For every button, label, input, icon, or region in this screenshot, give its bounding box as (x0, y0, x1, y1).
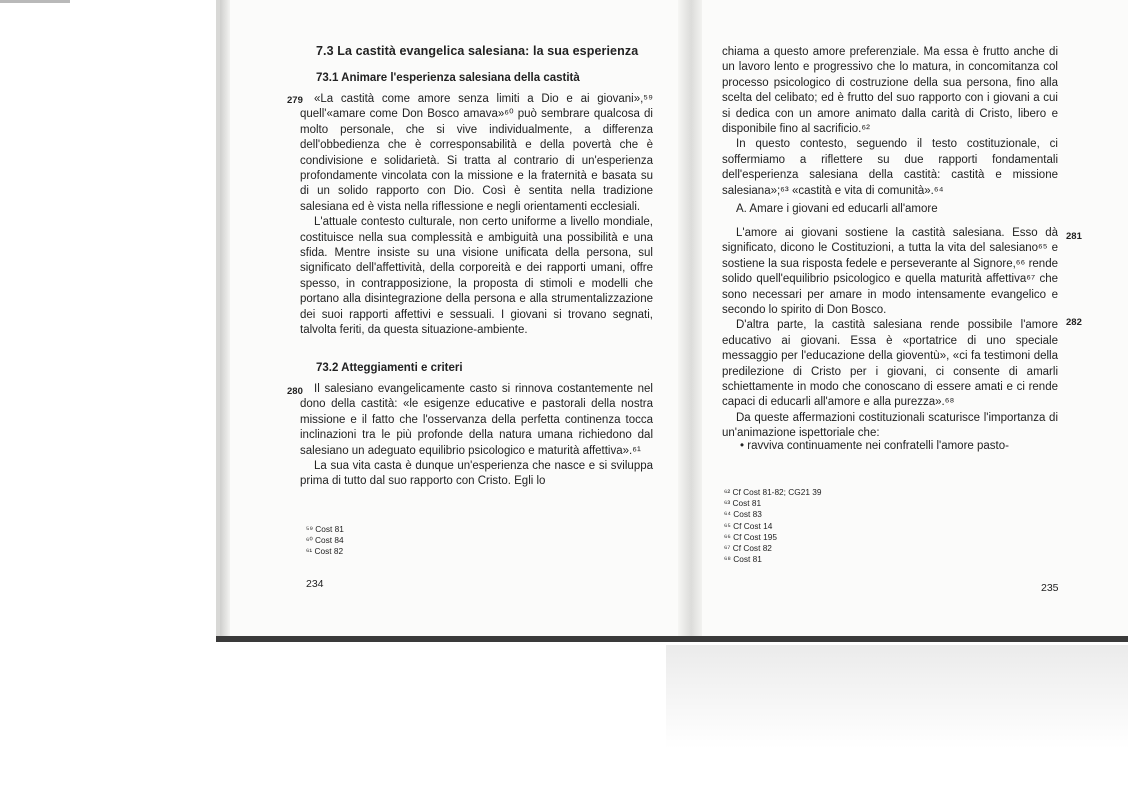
paragraph-affermazioni: Da queste affermazioni costituzionali scaturisce l'importanza di un'animazione ispettoriale che: (722, 411, 1058, 440)
margin-number-279: 279 (287, 95, 303, 106)
margin-number-282: 282 (1066, 317, 1082, 328)
margin-number-281: 281 (1066, 231, 1082, 242)
footnote: ⁶² Cf Cost 81-82; CG21 39 (724, 487, 822, 497)
paragraph-castita: «La castità come amore senza limiti a Dio e ai giovani»,⁵⁹ quell'«amare come Don Bosco amava»⁶⁰ può sembrare qualcosa di molto personale, che si vive individualmente, a differenza dell'obbedienza che è corresponsabilità e della povertà che è condivisione e solidarietà. Si tratta al contrario di un'esperienza profondamente vincolata con la missione e la fraternità e basata su di un solido rapporto con Dio. Così è sentita nella tradizione salesiana ed è vista nella riflessione e negli orientamenti ecclesiali. (300, 93, 653, 213)
scan-shadow-below (666, 645, 1128, 793)
page-number-right: 235 (1041, 582, 1059, 594)
paragraph-vita-casta: La sua vita casta è dunque un'esperienza che nasce e si sviluppa prima di tutto dal suo rapporto con Cristo. Egli lo (300, 460, 653, 488)
subheading-animare: 73.1 Animare l'esperienza salesiana della castità (316, 72, 580, 84)
subsection-heading-a: A. Amare i giovani ed educarli all'amore (736, 203, 938, 215)
paragraph-chiama: chiama a questo amore preferenziale. Ma essa è frutto anche di un lavoro lento e progressivo che lo matura, in concomitanza col processo psicologico di costruzione della sua persona, fino alla scelta del celibato; ed è frutto del suo rapporto con i giovani a cui si dedica con un amore animato dalla carità di Cristo, libero e disponibile fino al sacrificio.⁶² (722, 46, 1058, 136)
footnote: ⁵⁹ Cost 81 (306, 524, 344, 534)
right-text-block-2 (722, 226, 1058, 442)
left-footnotes (306, 524, 344, 558)
right-text-block-1 (722, 45, 1058, 199)
subheading-atteggiamenti: 73.2 Atteggiamenti e criteri (316, 362, 463, 374)
scan-edge-shadow (0, 0, 70, 3)
bullet-text: ravviva continuamente nei confratelli l'amore pasto- (747, 440, 1009, 452)
footnote: ⁶⁸ Cost 81 (724, 554, 762, 565)
margin-number-280: 280 (287, 386, 303, 397)
footnote: ⁶³ Cost 81 (724, 498, 762, 509)
page-number-left: 234 (306, 578, 324, 590)
book-gutter (678, 0, 702, 640)
page-bottom-edge (216, 636, 1128, 642)
left-text-block-1 (300, 92, 653, 339)
bullet-list-item (740, 440, 1009, 452)
footnote: ⁶⁵ Cf Cost 14 (724, 520, 773, 531)
right-footnotes (724, 487, 822, 565)
paragraph-contesto-costituzionale: In questo contesto, seguendo il testo costituzionale, ci soffermiamo a riflettere su due rapporti fondamentali dell'esperienza salesiana della castità: castità e missione salesiana»;⁶³ «castità e vita di comunità».⁶⁴ (722, 138, 1058, 197)
footnote: ⁶⁶ Cf Cost 195 (724, 531, 777, 542)
footnote: ⁶⁴ Cost 83 (724, 509, 762, 520)
paragraph-amore-giovani: L'amore ai giovani sostiene la castità salesiana. Esso dà significato, dicono le Costituzioni, a tutta la vita del salesiano⁶⁵ e sostiene la sua risposta fedele e perseverante al Signore,⁶⁶ rende solido quell'equilibrio psicologico e quella maturità affettiva⁶⁷ che sono necessari per amare in modo intensamente evangelico e secondo lo spirito di Don Bosco. (722, 227, 1058, 317)
paragraph-rinnova: Il salesiano evangelicamente casto si rinnova costantemente nel dono della castità: «le esigenze educative e pastorali della nostra missione e il fatto che l'osservanza della perfetta continenza tocca inclinazioni tra le più profonde della natura umana richiedono dal salesiano un adeguato equilibrio psicologico e maturità affettiva».⁶¹ (300, 383, 653, 457)
left-text-block-2 (300, 382, 653, 490)
bullet-icon: • (740, 440, 748, 452)
paragraph-contesto: L'attuale contesto culturale, non certo uniforme a livello mondiale, costituisce nella sua complessità e ambiguità una possibilità e una sfida. Mentre insiste su una visione unificata della persona, sul significato dell'affettività, della corporeità e dei rapporti umani, offre spesso, in contrapposizione, la proposta di stimoli e modelli che portano alla disintegrazione della persona e alla strumentalizzazione dei suoi rapporti affettivi e sessuali. I giovani si trovano segnati, talvolta feriti, da questa situazione-ambiente. (300, 216, 653, 337)
footnote: ⁶⁷ Cf Cost 82 (724, 543, 772, 554)
footnote: ⁶¹ Cost 82 (306, 546, 344, 557)
section-heading: 7.3 La castità evangelica salesiana: la sua esperienza (316, 44, 639, 58)
paragraph-altra-parte: D'altra parte, la castità salesiana rende possibile l'amore educativo ai giovani. Essa è «portatrice di uno speciale messaggio per l'educazione della gioventù», «ci fa testimoni della predilezione di Cristo per i giovani, ci consente di amarli schiettamente in modo che conoscano di essere amati e ci rende capaci di educarli all'amore e alla purezza».⁶⁸ (722, 319, 1058, 409)
footnote: ⁶⁰ Cost 84 (306, 535, 344, 546)
